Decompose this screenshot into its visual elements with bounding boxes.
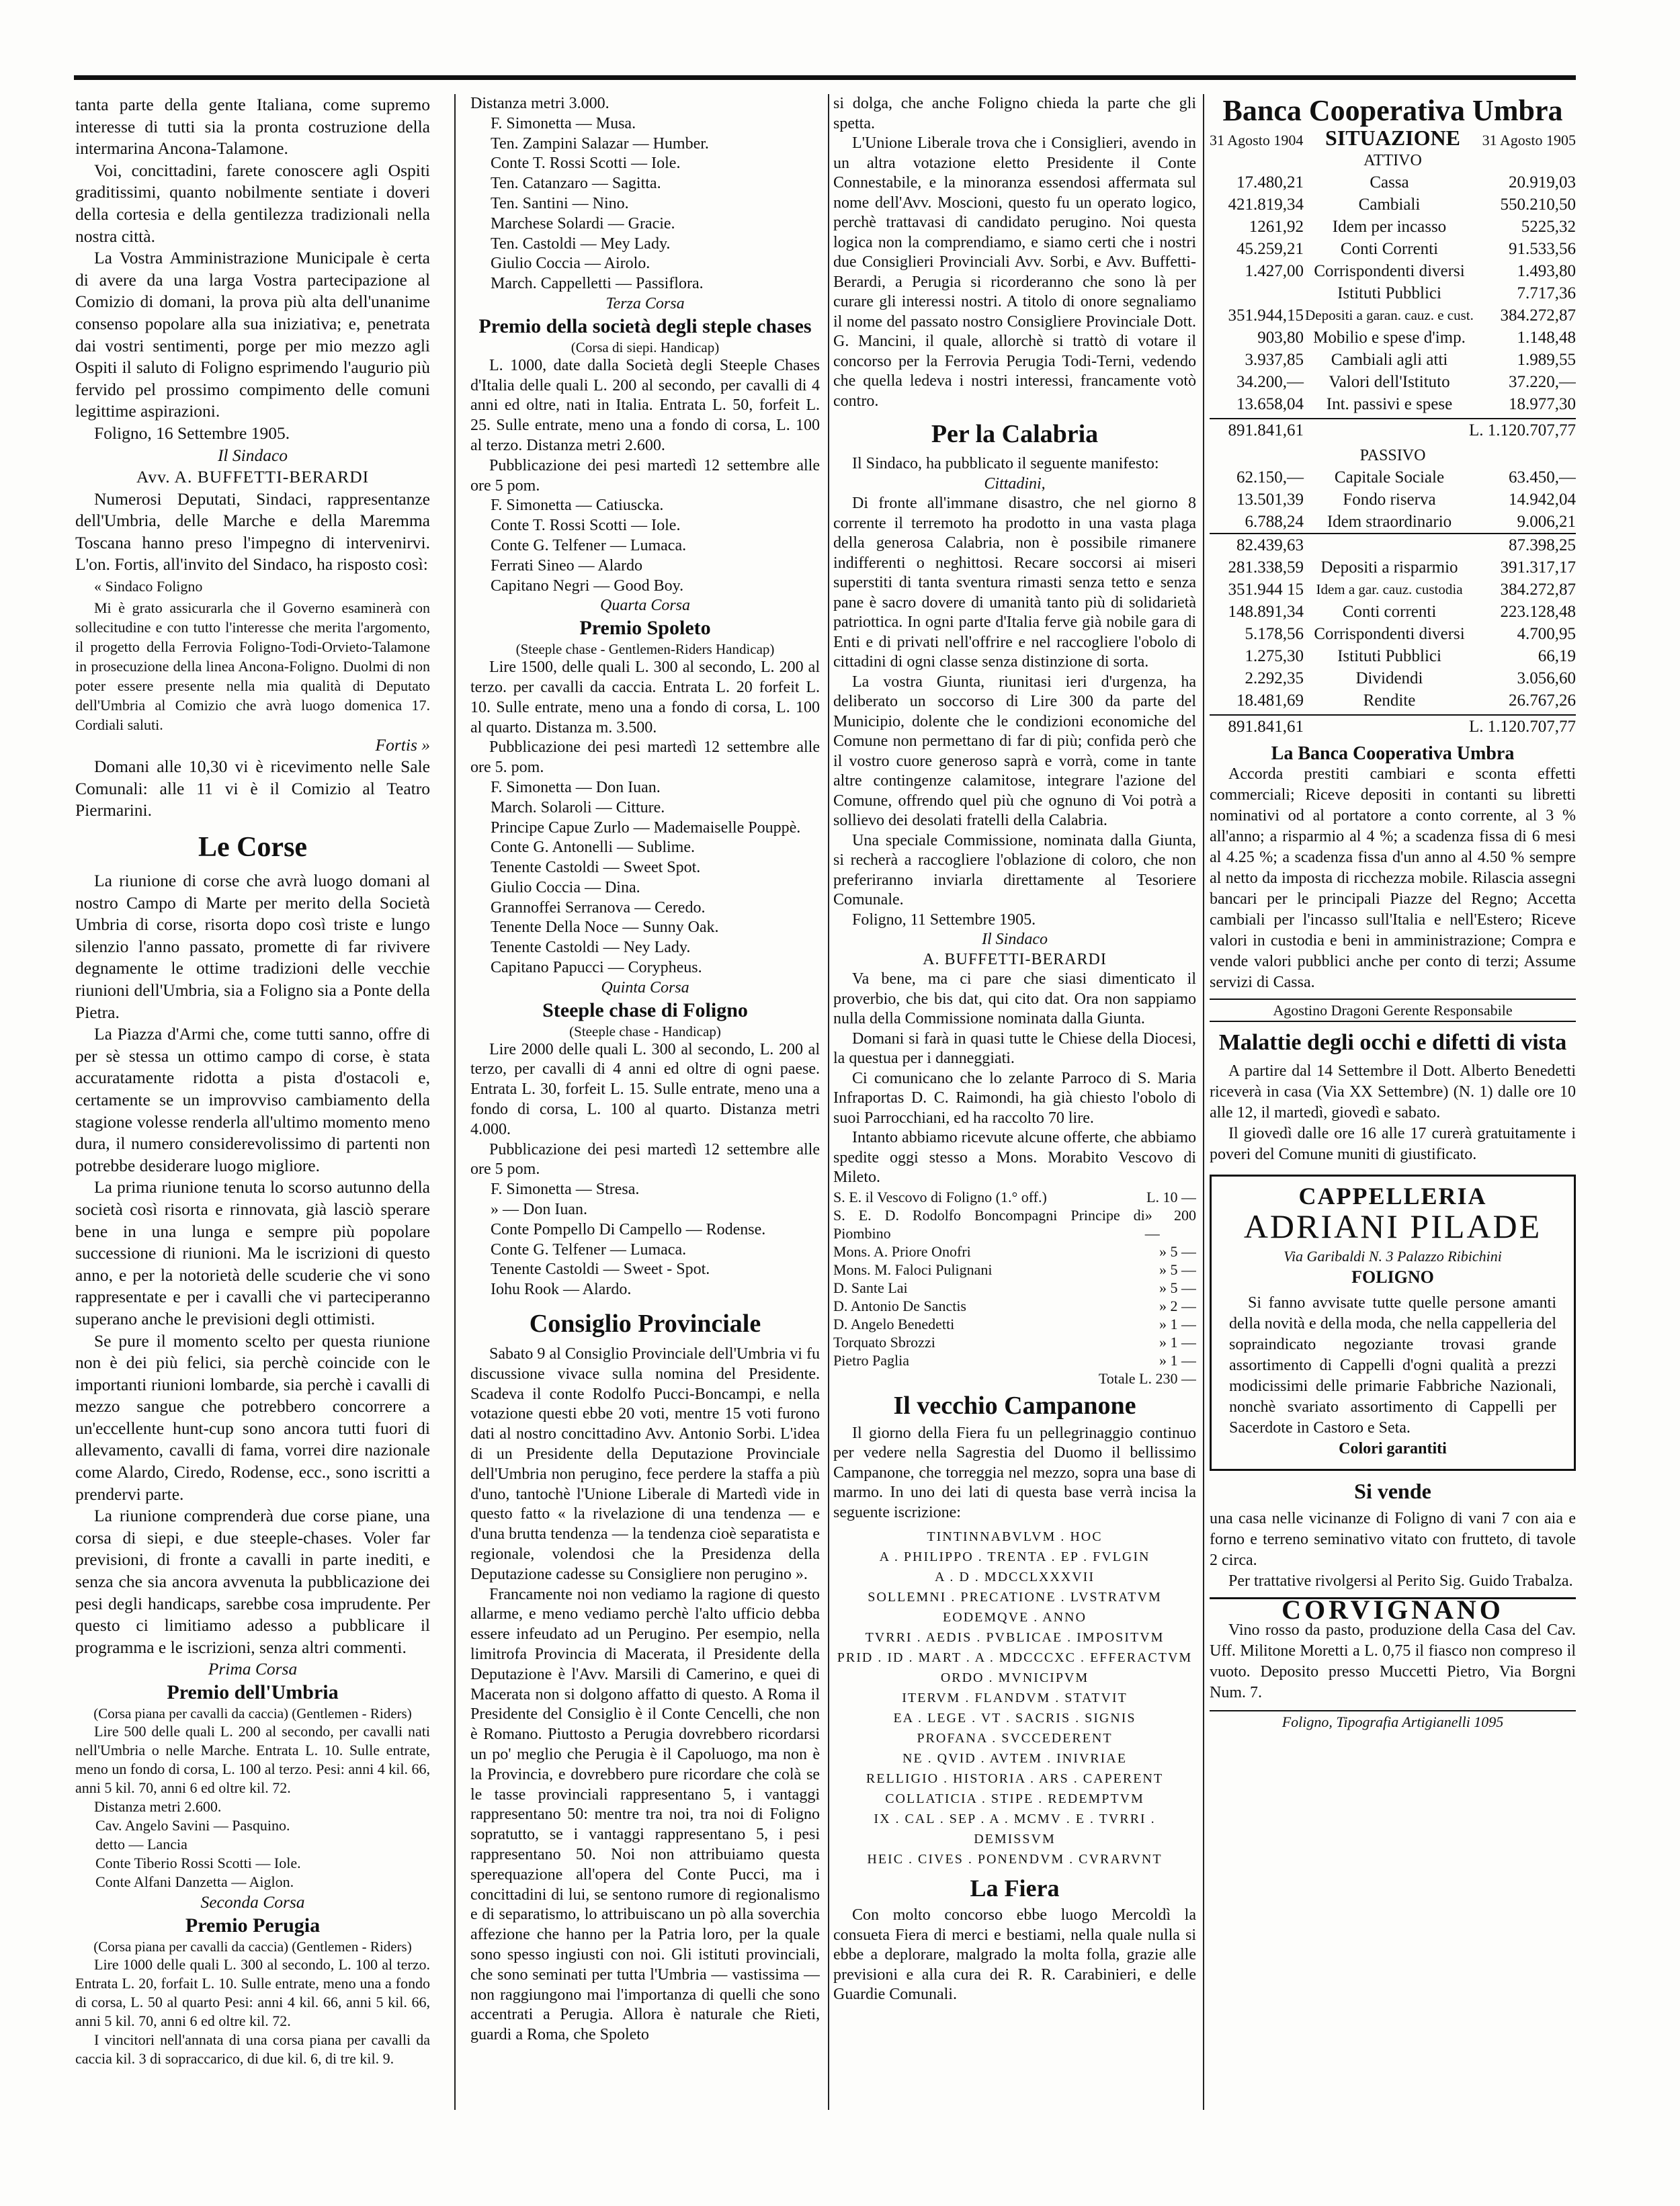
ad-title: CAPPELLERIA — [1298, 1183, 1487, 1210]
race-subtitle: (Corsa di siepi. Handicap) — [571, 339, 720, 355]
paragraph: La prima riunione tenuta lo scorso autunno della società così risorta e rinnovata, già lasciò sperare bene in una lunga e sempre più popolare successione di riunioni. Ma le iscrizioni di questo anno, e per la notorietà delle scuderie che vi sono rappresentate e per i cavalli che vi parteciperanno superano anche le previsioni degli ottimisti. — [75, 1177, 430, 1328]
donor: S. E. il Vescovo di Foligno (1.° off.) — [833, 1188, 1047, 1205]
entry: Capitano Negri — Good Boy. — [491, 577, 684, 595]
value-1904: 6.788,24 — [1245, 513, 1304, 531]
donor: Pietro Paglia — [833, 1351, 910, 1369]
value-1904: 148.891,34 — [1228, 603, 1304, 621]
value-1904: 18.481,69 — [1236, 691, 1304, 710]
amount: » 2 — — [1159, 1297, 1196, 1314]
paragraph: La riunione comprenderà due corse piane, una corsa di siepi, e due steeple-chases. Voler far previsioni, di fronte a cavalli in parte inediti, e senza che sia ancora avvenuta la pubblicazione dei pesi degli handicaps, sarebbe cosa imprudente. Per questo ci limitiamo adesso a pubblicare il programma e le iscrizioni, senza altri commenti. — [75, 1506, 430, 1657]
paragraph: A partire dal 14 Settembre il Dott. Alberto Benedetti riceverà in casa (Via XX Settembre) (N. 1) dalle ore 10 alle 12, il martedì, giovedì e sabato. — [1210, 1062, 1576, 1121]
section-heading: La Fiera — [970, 1875, 1060, 1902]
value-1905: 63.450,— — [1509, 468, 1576, 486]
signature-title: Il Sindaco — [982, 931, 1048, 948]
item: Cambiali agli atti — [1331, 351, 1448, 369]
paragraph: La riunione di corse che avrà luogo domani al nostro Campo di Marte per merito della Società Umbria di corse, risorta dopo così triste e lungo silenzio l'anno passato, promette di far rivivere degnamente le ottime tradizioni delle vecchie riunioni dell'Umbria, sia a Foligno sia a Ponte della Pietra. — [75, 871, 430, 1022]
paragraph: Il giovedì dalle ore 16 alle 17 curerà gratuitamente i poveri del Comune muniti di giustificato. — [1210, 1125, 1576, 1163]
donation-row — [833, 1206, 1196, 1242]
paragraph: La vostra Giunta, riunitasi ieri d'urgenza, ha deliberato un soccorso di Lire 300 da parte del Municipio, dolente che le condizioni economiche del Comune non permettano di far di più; confida però che il vostro cuore generoso saprà e vorrà, come in tante altre contingenze calamitose, integrare l'azione del Comune, offrendo quel più che ognuno di Voi potrà a sollievo dei desolati fratelli della Calabria. — [833, 673, 1196, 829]
paragraph: I vincitori nell'annata di una corsa piana per cavalli da caccia kil. 3 di sopraccarico, di due kil. 6, di tre kil. 9. — [75, 2031, 430, 2067]
inscription-line: SOLLEMNI . PRECATIONE . LVSTRATVM — [868, 1590, 1162, 1605]
inscription-line: RELLIGIO . HISTORIA . ARS . CAPERENT — [866, 1771, 1164, 1786]
race-title: Premio dell'Umbria — [167, 1681, 339, 1703]
column-divider — [828, 94, 829, 2110]
hat-shop-ad — [1210, 1175, 1576, 1471]
inscription-line: PRID . ID . MART . A . MDCCCXC . EFFERACTVM — [837, 1650, 1193, 1665]
paragraph: Distanza metri 3.000. — [470, 95, 610, 112]
entry: Ferrati Sineo — Alardo — [491, 556, 642, 575]
table-row — [1210, 511, 1576, 533]
item: Rendite — [1363, 691, 1416, 710]
entry: » — Don Iuan. — [491, 1201, 587, 1219]
paragraph: Lire 2000 delle quali L. 300 al secondo, L. 200 al terzo, per cavalli di 4 anni ed oltre di ogni paese. Entrata L. 30, forfeit L. 15. Sulle entrate, meno una a fondo di corsa, L. 100 al quarto. Distanza metri 4.000. — [470, 1040, 820, 1138]
gerente-line: Agostino Dragoni Gerente Responsabile — [1210, 999, 1576, 1022]
table-row — [1210, 466, 1576, 489]
table-row — [1210, 489, 1576, 511]
column-4 — [1210, 94, 1576, 2110]
entry: F. Simonetta — Catiuscka. — [491, 497, 664, 515]
paragraph: Ci comunicano che lo zelante Parroco di S. Maria Infraportas D. C. Raimondi, ha già chiesto l'obolo di suoi Parrocchiani, ed ha raccolto 70 lire. — [833, 1069, 1196, 1127]
amount: » 1 — — [1159, 1333, 1196, 1351]
paragraph: Il giorno della Fiera fu un pellegrinaggio continuo per vedere nella Sagrestia del Duomo il bellissimo Campanone, che torreggia nel mezzo, sopra una base di marmo. In uno dei lati di questa base verrà incisa la seguente iscrizione: — [833, 1424, 1196, 1521]
inscription-line: A . D . MDCCLXXXVII — [935, 1570, 1095, 1584]
signature-name: A. BUFFETTI-BERARDI — [923, 950, 1107, 968]
donor: D. Antonio De Sanctis — [833, 1297, 966, 1314]
paragraph: Francamente noi non vediamo la ragione di questo allarme, e meno vediamo perchè l'alto ufficio debba essere infeudato ad un Perugino. Per esempio, nella limitrofa Provincia di Macerata, il Presidente della Deputazione è l'Avv. Marsili di Camerino, e quei di Macerata non si dolgono affatto di questo. A Roma il Presidente del Consiglio è il Conte Cencelli, che non è Romano. Piuttosto a Perugia dovrebbero ricordarsi un po' meglio che Perugia è il Capoluogo, ma non è la Provincia, e dovrebbero pure ricordare che colà se le tasse provinciali rappresentano 5, i vantaggi rappresentano 50: mentre tra noi, tra noi di Foligno sopratutto, se i vantaggi rappresentano 5, i pesi rappresentano 50. Noi non attribuiamo questa sperequazione all'opera del Conte Pucci, ma i concittadini di lui, se sentono rumore di regionalismo e di separatismo, lo attribuiscano un pò alla soverchia affezione che hanno per la Patria loro, per la quale sono spesso ingiusti con noi. Gli istituti provinciali, che sono seminati per tutta l'Umbria — vastissima — non raggiungono mai l'importanza di quelli che sono accentrati a Perugia. Allora è naturale che Rieti, guardi a Roma, che Spoleto — [470, 1585, 820, 2044]
paragraph: Di fronte all'immane disastro, che nel giorno 8 corrente il terremoto ha prodotto in una vasta plaga della generosa Calabria, non è possibile rimanere indifferenti o neghittosi. Recare soccorsi ai miseri superstiti di tanta sventura rimasti senza tetto e senza pane è sacro dovere di umanità tanto più di solidarietà patriottica. In ogni parte d'Italia ferve già nobile gara di Enti e di privati nell'offrire e nel raccogliere l'obolo di cittadini di ogni classe senza distinzione di sorta. — [833, 495, 1196, 671]
value-1904: 351.944,15 — [1228, 306, 1304, 325]
paragraph: Lire 1500, delle quali L. 300 al secondo, L. 200 al terzo. per cavalli da caccia. Entrata L. 20 forfeit L. 10. Sulle entrate, meno una a fondo di corsa, L. 100 al quarto. Distanza m. 3.500. — [470, 659, 820, 736]
amount: » 1 — — [1159, 1351, 1196, 1369]
paragraph: Voi, concittadini, farete conoscere agli Ospiti graditissimi, quanto nobilmente sentiate i doveri della cortesia e della gentilezza tradizionali nella nostra città. — [75, 160, 430, 246]
total-1905: L. 1.120.707,77 — [1468, 421, 1576, 439]
paragraph: Pubblicazione dei pesi martedì 12 settembre alle ore 5 pom. — [470, 456, 820, 495]
value-1904: 903,80 — [1257, 329, 1304, 347]
value-1905: 4.700,95 — [1517, 625, 1576, 643]
entry: Conte Tiberio Rossi Scotti — Iole. — [95, 1855, 301, 1871]
paragraph: L. 1000, date dalla Società degli Steeple Chases d'Italia delle quali L. 200 al secondo, per cavalli di 4 anni ed oltre, nati in Italia. Entrata L. 50, forfeit L. 25. Sulle entrate, meno una a fondo di corsa, L. 100 al terzo. Distanza metri 2.600. — [470, 356, 820, 454]
ad-city: FOLIGNO — [1351, 1267, 1434, 1287]
entry: Ten. Castoldi — Mey Lady. — [491, 235, 671, 253]
paragraph: Per trattative rivolgersi al Perito Sig. Guido Trabalza. — [1228, 1572, 1573, 1590]
item: Valori dell'Istituto — [1329, 373, 1450, 391]
entry: Conte T. Rossi Scotti — Iole. — [491, 155, 681, 173]
ad-tagline: Colori garantiti — [1339, 1440, 1447, 1457]
paragraph: Domani si farà in quasi tutte le Chiese della Diocesi, la questua per i danneggiati. — [833, 1029, 1196, 1067]
value-1905: 3.056,60 — [1517, 669, 1576, 687]
value-1904: 34.200,— — [1236, 373, 1304, 391]
entry: Tenente Castoldi — Sweet - Spot. — [491, 1261, 710, 1279]
race-number: Quarta Corsa — [599, 597, 691, 615]
value-1905: 18.977,30 — [1509, 395, 1576, 413]
paragraph: Pubblicazione dei pesi martedì 12 settembre alle ore 5 pom. — [470, 1140, 820, 1179]
entry: Giulio Coccia — Dina. — [491, 878, 640, 896]
table-row — [1210, 171, 1576, 194]
inscription-line: ORDO . MVNICIPVM — [940, 1670, 1089, 1685]
race-subtitle: (Corsa piana per cavalli da caccia) (Gentlemen - Riders) — [93, 1938, 412, 1955]
value-1904: 62.150,— — [1236, 468, 1304, 486]
inscription — [833, 1527, 1196, 1869]
value-1904: 281.338,59 — [1228, 558, 1304, 577]
paragraph: Si fanno avvisate tutte quelle persone amanti della novità e della moda, che nella cappelleria del sopraindicato negoziante trovasi grande assortimento di Cappelli d'ogni qualità a prezzi modicissimi delle primarie Fabbriche Nazionali, nonchè svariato assortimento di Cappelli per Sacerdote in Castoro e Seta. — [1229, 1294, 1556, 1437]
amount: » 200 — — [1144, 1206, 1196, 1242]
value-1904: 17.480,21 — [1236, 173, 1304, 192]
value-1904: 5.178,56 — [1245, 625, 1304, 643]
assets-table — [1210, 171, 1576, 441]
signature-title: Il Sindaco — [217, 445, 288, 465]
ad-heading: Si vende — [1354, 1479, 1431, 1503]
entry: March. Cappelletti — Passiflora. — [491, 275, 704, 293]
statement-title: SITUAZIONE — [1325, 126, 1460, 150]
amount: L. 10 — — [1146, 1188, 1196, 1205]
paragraph: Vino rosso da pasto, produzione della Casa del Cav. Uff. Militone Moretti a L. 0,75 il fiasco non compreso il vuoto. Deposito presso Muccetti Pietro, Via Borgni Num. 7. — [1210, 1621, 1576, 1701]
entry: F. Simonetta — Musa. — [491, 114, 636, 132]
entry: detto — Lancia — [95, 1836, 187, 1853]
race-number: Seconda Corsa — [200, 1892, 305, 1912]
value-1905: 87.398,25 — [1509, 536, 1576, 554]
value-1905: 20.919,03 — [1509, 173, 1576, 192]
section-heading: Per la Calabria — [931, 420, 1099, 448]
donations-list — [833, 1188, 1196, 1388]
value-1904: 1.427,00 — [1245, 262, 1304, 280]
dateline: Foligno, 11 Settembre 1905. — [852, 910, 1036, 929]
paragraph: Lire 500 delle quali L. 200 al secondo, per cavalli nati nell'Umbria o nelle Marche. Entrata L. 10. Sulle entrate, meno un fondo di corsa, L. 100 al terzo. Pesi: anni 4 kil. 66, anni 5 kil. 70, anni 6 ed oltre kil. 72. — [75, 1723, 430, 1796]
entry: Conte T. Rossi Scotti — Iole. — [491, 517, 681, 535]
paragraph: Distanza metri 2.600. — [94, 1798, 222, 1815]
table-row — [1210, 349, 1576, 371]
race-number: Prima Corsa — [208, 1659, 298, 1679]
value-1905: 5225,32 — [1521, 218, 1576, 236]
value-1905: 384.272,87 — [1500, 581, 1576, 599]
table-row — [1210, 304, 1576, 327]
section-heading: Le Corse — [198, 832, 308, 863]
table-row — [1210, 216, 1576, 238]
ad-title: CORVIGNANO — [1210, 1597, 1576, 1620]
value-1904: 1.275,30 — [1245, 647, 1304, 665]
column-divider — [454, 94, 456, 2110]
inscription-line: TVRRI . AEDIS . PVBLICAE . IMPOSITVM — [865, 1630, 1165, 1645]
race-title: Premio Spoleto — [579, 617, 711, 640]
paragraph: si dolga, che anche Foligno chieda la parte che gli spetta. — [833, 95, 1196, 132]
table-row — [1210, 238, 1576, 260]
entry: Conte Alfani Danzetta — Aiglon. — [95, 1873, 294, 1890]
donation-row — [833, 1333, 1196, 1351]
entry: Marchese Solardi — Gracie. — [491, 214, 675, 232]
table-row — [1210, 556, 1576, 579]
entry: Capitano Papucci — Corypheus. — [491, 959, 702, 977]
entry: Ten. Santini — Nino. — [491, 194, 629, 212]
inscription-line: IX . CAL . SEP . A . MCMV . E . TVRRI . DEMISSVM — [874, 1812, 1156, 1847]
inscription-line: HEIC . CIVES . PONENDVM . CVRARVNT — [867, 1852, 1163, 1867]
dateline: Foligno, 16 Settembre 1905. — [94, 423, 290, 443]
value-1905: 26.767,26 — [1509, 691, 1576, 710]
table-row — [1210, 579, 1576, 601]
entry: Conte G. Telfener — Lumaca. — [491, 536, 687, 554]
inscription-line: COLLATICIA . STIPE . REDEMPTVM — [885, 1791, 1144, 1806]
inscription-line: A . PHILIPPO . TRENTA . EP . FVLGIN — [879, 1550, 1150, 1564]
value-1905: 1.148,48 — [1517, 329, 1576, 347]
column-2 — [470, 94, 820, 2083]
entry: Giulio Coccia — Airolo. — [491, 255, 650, 273]
donation-row — [833, 1315, 1196, 1333]
entry: Ten. Catanzaro — Sagitta. — [491, 175, 661, 193]
total-row — [1210, 418, 1576, 441]
item: Idem per incasso — [1332, 218, 1447, 236]
value-1904: 1261,92 — [1249, 218, 1304, 236]
race-number: Terza Corsa — [605, 294, 685, 312]
amount: » 1 — — [1159, 1315, 1196, 1332]
donor: S. E. D. Rodolfo Boncompagni Principe di Piombino — [833, 1206, 1145, 1242]
inscription-line: EA . LEGE . VT . SACRIS . SIGNIS — [893, 1711, 1136, 1726]
value-1905: 223.128,48 — [1500, 603, 1576, 621]
value-1905: 7.717,36 — [1517, 284, 1576, 302]
table-row — [1210, 327, 1576, 349]
liabilities-table — [1210, 466, 1576, 738]
value-1905: 66,19 — [1538, 647, 1576, 665]
value-1904: 13.658,04 — [1236, 395, 1304, 413]
entry: Cav. Angelo Savini — Pasquino. — [95, 1817, 290, 1834]
value-1904: 421.819,34 — [1228, 196, 1304, 214]
ad-heading: Malattie degli occhi e difetti di vista — [1218, 1030, 1567, 1055]
value-1905: 14.942,04 — [1509, 491, 1576, 509]
signature-name: Avv. A. BUFFETTI-BERARDI — [136, 467, 370, 487]
race-subtitle: (Corsa piana per cavalli da caccia) (Gentlemen - Riders) — [93, 1705, 412, 1722]
column-3 — [833, 94, 1196, 2110]
donation-row — [833, 1261, 1196, 1279]
race-subtitle: (Steeple chase - Handicap) — [569, 1023, 721, 1040]
value-1905: 91.533,56 — [1509, 240, 1576, 258]
item: Cassa — [1370, 173, 1409, 192]
entry: Conte G. Telfener — Lumaca. — [491, 1240, 687, 1259]
telegram-signature: Fortis » — [375, 734, 430, 755]
bank-title: Banca Cooperativa Umbra — [1222, 94, 1563, 127]
subtotal-row — [1210, 533, 1576, 556]
table-row — [1210, 393, 1576, 415]
paragraph: Numerosi Deputati, Sindaci, rappresentanze dell'Umbria, delle Marche e della Maremma Toscana hanno preso l'impegno di intervenirvi. L'on. Fortis, all'invito del Sindaco, ha risposto così: — [75, 489, 430, 575]
paragraph: Una speciale Commissione, nominata dalla Giunta, si recherà a raccogliere l'oblazione di coloro, che non preferiranno inviarla direttamente al Tesoriere Comunale. — [833, 831, 1196, 908]
donation-row — [833, 1242, 1196, 1261]
entry: Tenente Castoldi — Ney Lady. — [491, 939, 691, 957]
item: Depositi a garan. cauz. e cust. — [1305, 307, 1474, 323]
value-1904 — [1210, 282, 1304, 304]
paragraph: Pubblicazione dei pesi martedì 12 settembre alle ore 5. pom. — [470, 738, 820, 777]
paragraph: una casa nelle vicinanze di Foligno di vani 7 con aia e forno e terreno seminativo vitato con frutteto, di tavole 2 circa. — [1210, 1510, 1576, 1569]
top-rule — [74, 75, 1576, 80]
column-divider — [1203, 94, 1204, 2110]
amount: » 5 — — [1159, 1242, 1196, 1260]
entry: F. Simonetta — Stresa. — [491, 1181, 640, 1199]
entry: Iohu Rook — Alardo. — [491, 1281, 632, 1299]
value-1905: 9.006,21 — [1517, 513, 1576, 531]
column-1 — [75, 94, 430, 2110]
item: Conti Correnti — [1340, 240, 1439, 258]
table-row — [1210, 260, 1576, 282]
paragraph: La Vostra Amministrazione Municipale è certa di avere da una larga Vostra partecipazione al Comizio di domani, la prova più alta dell'unanime consenso popolare alla sua iniziativa; e, penetrata dai vostri sentimenti, porge per mio mezzo agli Ospiti il saluto di Foligno esprimendo l'augurio più fervido pel prossimo compimento delle comuni legittime aspirazioni. — [75, 248, 430, 421]
donation-total: Totale L. 230 — — [1098, 1369, 1196, 1387]
donation-row — [833, 1188, 1196, 1206]
race-title: Steeple chase di Foligno — [542, 999, 748, 1021]
value-1904: 351.944 15 — [1228, 581, 1304, 599]
salutation: Cittadini, — [984, 474, 1046, 493]
race-subtitle: (Steeple chase - Gentlemen-Riders Handicap) — [515, 641, 775, 658]
printer-line: Foligno, Tipografia Artigianelli 1095 — [1210, 1710, 1576, 1732]
item: Cambiali — [1358, 196, 1421, 214]
table-row — [1210, 282, 1576, 304]
donation-row — [833, 1297, 1196, 1315]
item: Int. passivi e spese — [1326, 395, 1453, 413]
entry: Conte G. Antonelli — Sublime. — [491, 839, 695, 857]
entry: Tenente Castoldi — Sweet Spot. — [491, 859, 701, 877]
inscription-line: NE . QVID . AVTEM . INIVRIAE — [902, 1751, 1127, 1766]
telegram-text: Mi è grato assicurarla che il Governo esaminerà con sollecitudine e con tutto l'interesse che merita l'argomento, il progetto della Ferrovia Foligno-Todi-Orvieto-Talamone in prosecuzione della linea Ancona-Foligno. Duolmi di non poter essere presente nella mia qualità di Deputato dell'Umbria al Comizio che avrà luogo domenica 17. Cordiali saluti. — [75, 599, 430, 733]
inscription-line: EODEMQVE . ANNO — [943, 1610, 1087, 1625]
total-1905: L. 1.120.707,77 — [1468, 718, 1576, 736]
donor: D. Sante Lai — [833, 1279, 908, 1296]
inscription-line: PROFANA . SVCCEDERENT — [917, 1731, 1113, 1746]
value-1904: 3.937,85 — [1245, 351, 1304, 369]
item — [1304, 534, 1475, 556]
inscription-line: ITERVM . FLANDVM . STATVIT — [902, 1691, 1128, 1705]
table-row — [1210, 371, 1576, 393]
item: Istituti Pubblici — [1337, 284, 1441, 302]
section-heading: Il vecchio Campanone — [893, 1391, 1136, 1420]
ad-address: Via Garibaldi N. 3 Palazzo Ribichini — [1284, 1248, 1502, 1265]
entry: Principe Capue Zurlo — Mademaiselle Pouppè. — [491, 818, 801, 837]
table-row — [1210, 623, 1576, 645]
value-1905: 391.317,17 — [1500, 558, 1576, 577]
total-1904: 891.841,61 — [1228, 421, 1304, 439]
table-row — [1210, 601, 1576, 623]
donor: Mons. A. Priore Onofri — [833, 1242, 971, 1260]
value-1904: 45.259,21 — [1236, 240, 1304, 258]
paragraph: Domani alle 10,30 vi è ricevimento nelle Sale Comunali: alle 11 vi è il Comizio al Teatro Piermarini. — [75, 757, 430, 820]
paragraph: Se pure il momento scelto per questa riunione non è dei più felici, sia perchè coincide con le importanti riunioni lombarde, sia perchè i cavalli di mezzo sangue che potrebbero concorrere a un'eccellente hunt-cup sono ancora tutti fuori di allevamento, cavalli di fama, vorrei dire nazionale come Alardo, Ciredo, Rodense, ecc., sono iscritti a prendervi parte. — [75, 1330, 430, 1504]
item: Idem a gar. cauz. custodia — [1316, 581, 1463, 597]
race-title: Premio della società degli steple chases — [478, 314, 812, 337]
item: Capitale Sociale — [1334, 468, 1445, 486]
paragraph: Il Sindaco, ha pubblicato il seguente manifesto: — [852, 455, 1159, 472]
entry: Ten. Zampini Salazar — Humber. — [491, 134, 709, 153]
entry: Grannoffei Serranova — Ceredo. — [491, 898, 706, 917]
item: Fondo riserva — [1343, 491, 1436, 509]
date-1905: 31 Agosto 1905 — [1482, 132, 1576, 149]
paragraph: Accorda prestiti cambiari e sconta effetti commerciali; Riceve depositi in contanti su libretti nominativi od al portatore a conto corrente, al 3 % all'anno; a risparmio al 4 %; a scadenza fissa di 6 mesi al 4.25 %; a scadenza fissa d'un anno al 4.50 % sempre al netto da imposta di ricchezza mobile. Rilascia assegni bancari per le principali Piazze del Regno; Accetta cambiali per l'incasso sull'Italia e nell'Estero; Riceve valori in custodia e beni in amministrazione; Compra e vende valori pubblici anche per conto di terzi; Assume servizi di Cassa. — [1210, 765, 1576, 991]
statement-dates — [1210, 128, 1576, 151]
ad-name: ADRIANI PILADE — [1243, 1207, 1542, 1245]
paragraph: Sabato 9 al Consiglio Provinciale dell'Umbria vi fu discussione vivace sulla nomina del Presidente. Scadeva il conte Rodolfo Pucci-Boncampi, e nella votazione questi ebbe 20 voti, mentre 15 voti furono dati al nostro concittadino Avv. Antonio Sorbi. L'idea di un Presidente della Deputazione Provinciale dell'Umbria non perugino, fece perdere la staffa a più d'uno, tantochè l'Unione Liberale di Martedì vide in questo fatto « la rivelazione di una tendenza — e d'una brutta tendenza — la tendenza cioè separatista e regionale, volendosi che la Presidenza della Deputazione cadesse su Consigliere non perugino ». — [470, 1345, 820, 1583]
item: Corrispondenti diversi — [1314, 625, 1465, 643]
table-row — [1210, 645, 1576, 667]
race-number: Quinta Corsa — [601, 978, 689, 996]
value-1905: 1.493,80 — [1517, 262, 1576, 280]
donor: Mons. M. Faloci Pulignani — [833, 1261, 993, 1278]
donation-row — [833, 1279, 1196, 1297]
entry: March. Solaroli — Citture. — [491, 798, 665, 816]
donor: Torquato Sbrozzi — [833, 1333, 935, 1351]
donor: D. Angelo Benedetti — [833, 1315, 955, 1332]
total-row — [1210, 714, 1576, 738]
value-1905: 1.989,55 — [1517, 351, 1576, 369]
item: Conti correnti — [1342, 603, 1437, 621]
race-title: Premio Perugia — [185, 1914, 321, 1937]
table-row — [1210, 194, 1576, 216]
item: Istituti Pubblici — [1337, 647, 1441, 665]
item: Corrispondenti diversi — [1314, 262, 1465, 280]
paragraph: tanta parte della gente Italiana, come supremo interesse di tutti sia la pronta costruzione della intermarina Ancona-Talamone. — [75, 95, 430, 159]
value-1905: 550.210,50 — [1500, 196, 1576, 214]
paragraph: Con molto concorso ebbe luogo Mercoldì la consueta Fiera di merci e bestiami, nella quale nulla si ebbe a deplorare, malgrado la molta folla, grazie alle previsioni e alla cura dei R. R. Carabinieri, e delle Guardie Comunali. — [833, 1906, 1196, 2003]
inscription-line: TINTINNABVLVM . HOC — [927, 1529, 1103, 1544]
amount: » 5 — — [1159, 1261, 1196, 1278]
item: Dividendi — [1355, 669, 1423, 687]
item: Mobilio e spese d'imp. — [1313, 329, 1466, 347]
item: Idem straordinario — [1327, 513, 1452, 531]
paragraph: Va bene, ma ci pare che siasi dimenticato il proverbio, che bis dat, qui cito dat. Ora non sappiamo nulla della Commissione nominata dalla Giunta. — [833, 970, 1196, 1027]
date-1904: 31 Agosto 1904 — [1210, 132, 1304, 149]
value-1905: 384.272,87 — [1500, 306, 1576, 325]
bank-subtitle: La Banca Cooperativa Umbra — [1271, 743, 1515, 764]
table-row — [1210, 689, 1576, 712]
paragraph: Intanto abbiamo ricevute alcune offerte, che abbiamo spedite oggi stesso a Mons. Morabito Vescovo di Mileto. — [833, 1129, 1196, 1186]
paragraph: L'Unione Liberale trova che i Consiglieri, avendo in un altra votazione eletto Presidente il Conte Connestabile, e la minoranza essendosi affermata sul nome dell'Avv. Moscioni, questo fu un operato logico, perchè trattavasi di candidato perugino. Noi questa logica non la comprendiamo, e siamo certi che i nostri due Consiglieri Provinciali Avv. Sorbi, e Avv. Buffetti-Berardi, a Perugia si ricorderanno che sono là per curare gli interessi nostri. A titolo di onore segnaliamo il nome del passato nostro Consigliere Provinciale Dott. G. Mancini, il quale, allorchè si trattò di votare il concorso per la Ferrovia Perugia Todi-Terni, vedendo che quella ledeva i nostri interessi, francamente votò contro. — [833, 134, 1196, 410]
entry: Tenente Della Noce — Sunny Oak. — [491, 919, 719, 937]
section-heading: Consiglio Provinciale — [529, 1310, 761, 1339]
value-1904: 13.501,39 — [1236, 491, 1304, 509]
liabilities-heading: PASSIVO — [1359, 447, 1426, 464]
table-row — [1210, 667, 1576, 689]
paragraph: La Piazza d'Armi che, come tutti sanno, offre di per sè stessa un ottimo campo di corse, è stata accuratamente ridotta a pista d'ostacoli e, certamente se un improvviso cambiamento della stagione volesse renderla all'ultimo momento meno dura, il numero considerevolissimo di partenti non potrebbe desiderare luogo migliore. — [75, 1024, 430, 1175]
entry: F. Simonetta — Don Iuan. — [491, 778, 661, 796]
total-1904: 891.841,61 — [1228, 718, 1304, 736]
entry: Conte Pompello Di Campello — Rodense. — [491, 1220, 766, 1238]
value-1904: 82.439,63 — [1236, 536, 1304, 554]
amount: » 5 — — [1159, 1279, 1196, 1296]
value-1905: 37.220,— — [1509, 373, 1576, 391]
paragraph: Lire 1000 delle quali L. 300 al secondo, L. 100 al terzo. Entrata L. 20, forfait L. 10. Sulle entrate, meno una a fondo di corsa, L. 50 al quarto Pesi: anni 4 kil. 66, anni 5 kil. 66, anni 5 kil. 70, anni 6 ed oltre kil. 72. — [75, 1955, 430, 2029]
item: Depositi a risparmio — [1320, 558, 1458, 577]
telegram-heading: « Sindaco Foligno — [94, 578, 203, 595]
donation-row — [833, 1351, 1196, 1369]
value-1904: 2.292,35 — [1245, 669, 1304, 687]
assets-heading: ATTIVO — [1363, 152, 1422, 169]
